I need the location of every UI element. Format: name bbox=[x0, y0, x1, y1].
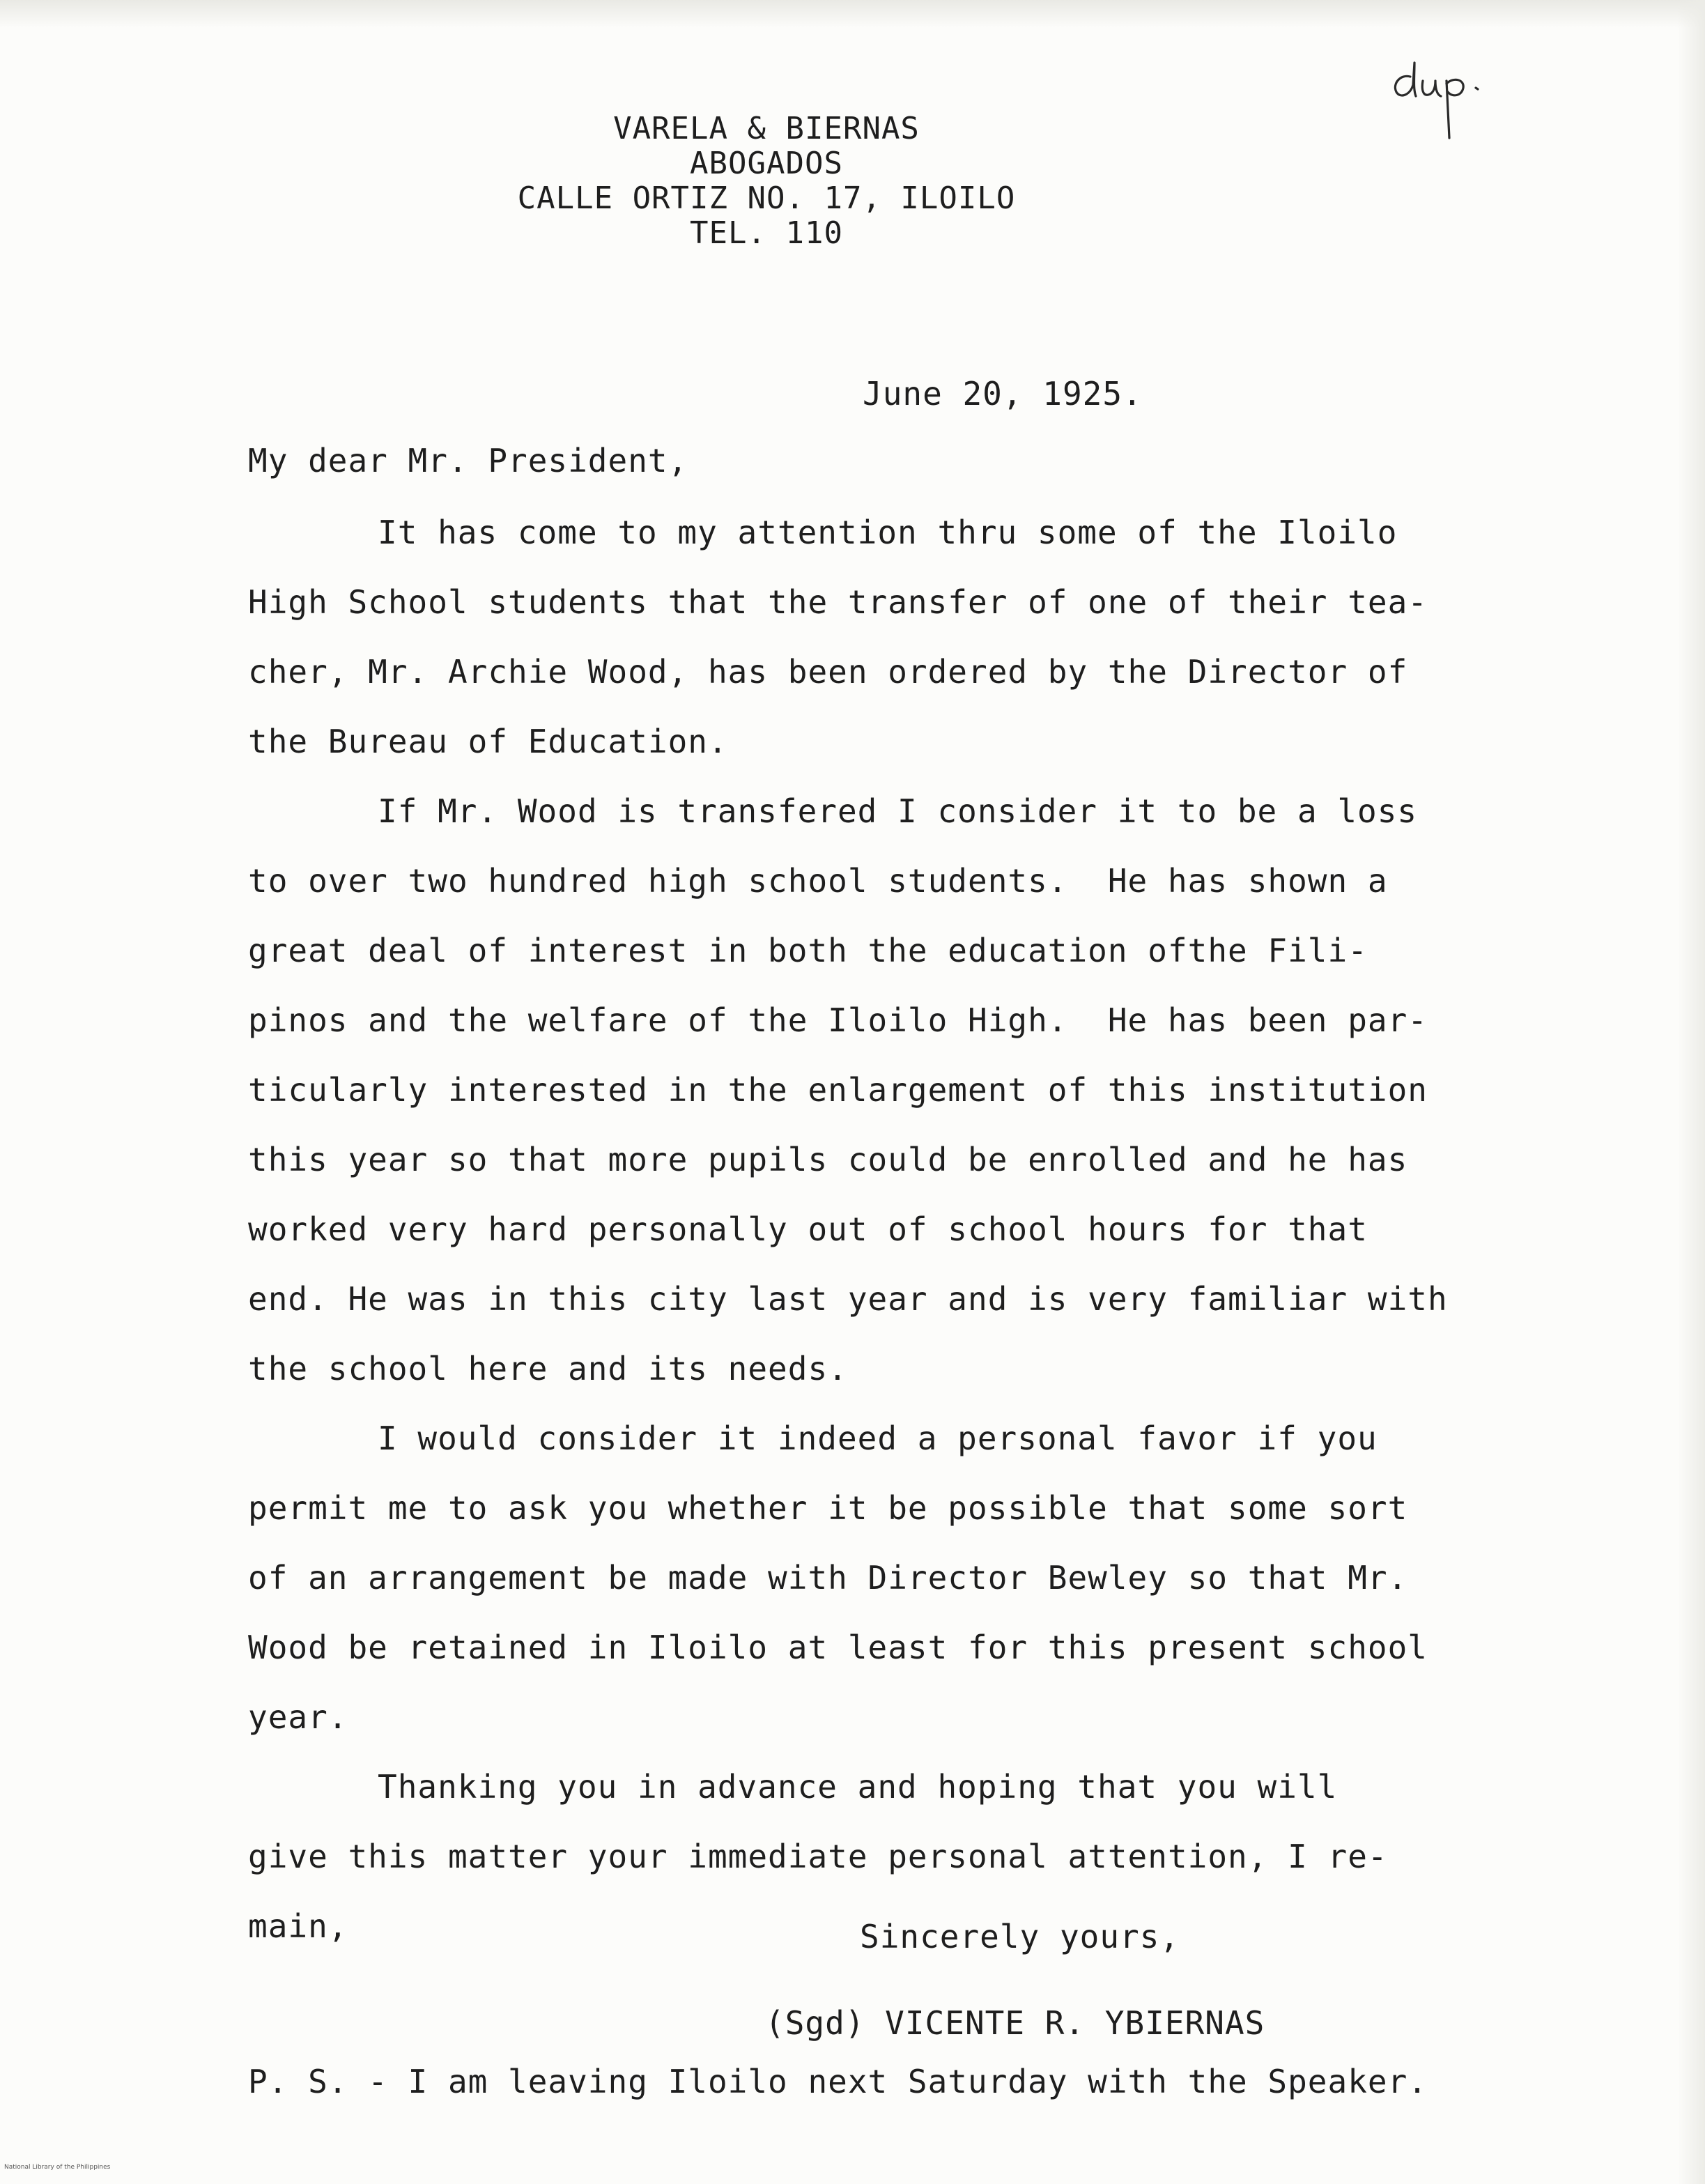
body-line: High School students that the transfer of one of their tea- bbox=[248, 583, 1428, 621]
postscript: P. S. - I am leaving Iloilo next Saturday with the Speaker. bbox=[248, 2063, 1428, 2100]
body-line: worked very hard personally out of school hours for that bbox=[248, 1210, 1368, 1248]
body-line: the school here and its needs. bbox=[248, 1350, 848, 1387]
signature: (Sgd) VICENTE R. YBIERNAS bbox=[765, 2004, 1265, 2042]
body-line: Thanking you in advance and hoping that you will bbox=[378, 1768, 1338, 1806]
body-line: permit me to ask you whether it be possible that some sort bbox=[248, 1489, 1408, 1527]
letterhead bbox=[418, 111, 1115, 251]
firm-name: VARELA & BIERNAS bbox=[613, 111, 920, 146]
body-line: main, bbox=[248, 1907, 348, 1945]
archive-footer: National Library of the Philippines bbox=[4, 2164, 111, 2171]
paragraph-2 bbox=[248, 776, 1586, 1404]
letter-date: June 20, 1925. bbox=[863, 375, 1143, 413]
body-line: year. bbox=[248, 1698, 348, 1736]
letter-body bbox=[248, 498, 1586, 1961]
body-line: ticularly interested in the enlargement of this institution bbox=[248, 1071, 1428, 1109]
salutation: My dear Mr. President, bbox=[248, 442, 688, 479]
body-line: Wood be retained in Iloilo at least for this present school bbox=[248, 1629, 1428, 1666]
paragraph-3 bbox=[248, 1404, 1586, 1752]
body-line: It has come to my attention thru some of the Iloilo bbox=[378, 514, 1398, 551]
body-line: I would consider it indeed a personal favor if you bbox=[378, 1420, 1378, 1457]
scan-edge-top bbox=[0, 0, 1705, 28]
body-line: cher, Mr. Archie Wood, has been ordered by the Director of bbox=[248, 653, 1408, 691]
body-line: give this matter your immediate personal attention, I re- bbox=[248, 1838, 1388, 1875]
handwritten-annotation bbox=[1387, 56, 1498, 139]
firm-phone: TEL. 110 bbox=[690, 215, 843, 251]
firm-address: CALLE ORTIZ NO. 17, ILOILO bbox=[517, 180, 1016, 216]
body-line: this year so that more pupils could be enrolled and he has bbox=[248, 1141, 1408, 1178]
firm-subtitle: ABOGADOS bbox=[690, 146, 843, 181]
body-line: the Bureau of Education. bbox=[248, 723, 728, 760]
body-line: great deal of interest in both the education ofthe Fili- bbox=[248, 932, 1368, 969]
paragraph-1 bbox=[248, 498, 1586, 776]
closing: Sincerely yours, bbox=[860, 1918, 1180, 1955]
body-line: of an arrangement be made with Director Bewley so that Mr. bbox=[248, 1559, 1408, 1597]
body-line: If Mr. Wood is transfered I consider it to be a loss bbox=[378, 792, 1418, 830]
scan-edge-right bbox=[1677, 0, 1705, 2184]
body-line: pinos and the welfare of the Iloilo High. He has been par- bbox=[248, 1001, 1428, 1039]
body-line: end. He was in this city last year and is very familiar with bbox=[248, 1280, 1448, 1318]
body-line: to over two hundred high school students. He has shown a bbox=[248, 862, 1388, 900]
